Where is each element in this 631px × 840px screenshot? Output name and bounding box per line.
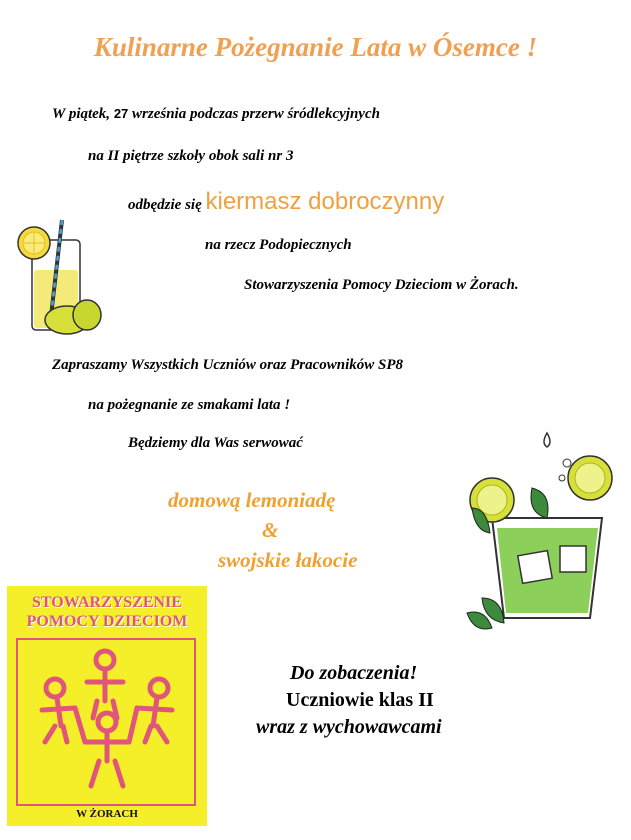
logo-title-line-2: POMOCY DZIECIOM	[26, 613, 188, 630]
line1-tail: września podczas przerw śródlekcyjnych	[132, 106, 380, 122]
announcement-line-7: na pożegnanie ze smakami lata !	[88, 397, 291, 413]
association-logo	[7, 586, 207, 826]
menu-ampersand: &	[262, 518, 279, 542]
menu-item-lemonade: domową lemoniadę	[168, 488, 336, 512]
lemonade-glass-icon	[12, 215, 107, 340]
event-highlight: kiermasz dobroczynny	[205, 188, 445, 215]
menu-item-sweets: swojskie łakocie	[218, 548, 358, 572]
announcement-line-6: Zapraszamy Wszystkich Uczniów oraz Pracowników SP8	[52, 357, 404, 373]
closing-teachers: wraz z wychowawcami	[256, 716, 442, 738]
announcement-line-1	[52, 106, 380, 123]
announcement-line-4: na rzecz Podopiecznych	[205, 237, 352, 253]
page-title: Kulinarne Pożegnanie Lata w Ósemce !	[93, 32, 538, 62]
children-circle-icon	[27, 646, 187, 796]
line3-lead: odbędzie się	[128, 197, 202, 213]
announcement-line-5: Stowarzyszenia Pomocy Dzieciom w Żorach.	[244, 277, 519, 293]
logo-bottom-text: W ŻORACH	[76, 808, 138, 820]
announcement-line-3	[128, 188, 444, 216]
line1-lead: W piątek,	[52, 106, 111, 122]
logo-title-line-1: STOWARZYSZENIE	[32, 594, 182, 611]
announcement-line-8: Będziemy dla Was serwować	[128, 435, 303, 451]
closing-greeting: Do zobaczenia!	[290, 662, 418, 684]
date-number: 27	[113, 106, 129, 121]
cocktail-glass-icon	[462, 428, 622, 643]
announcement-line-2: na II piętrze szkoły obok sali nr 3	[88, 148, 294, 164]
closing-signature: Uczniowie klas II	[286, 689, 434, 711]
